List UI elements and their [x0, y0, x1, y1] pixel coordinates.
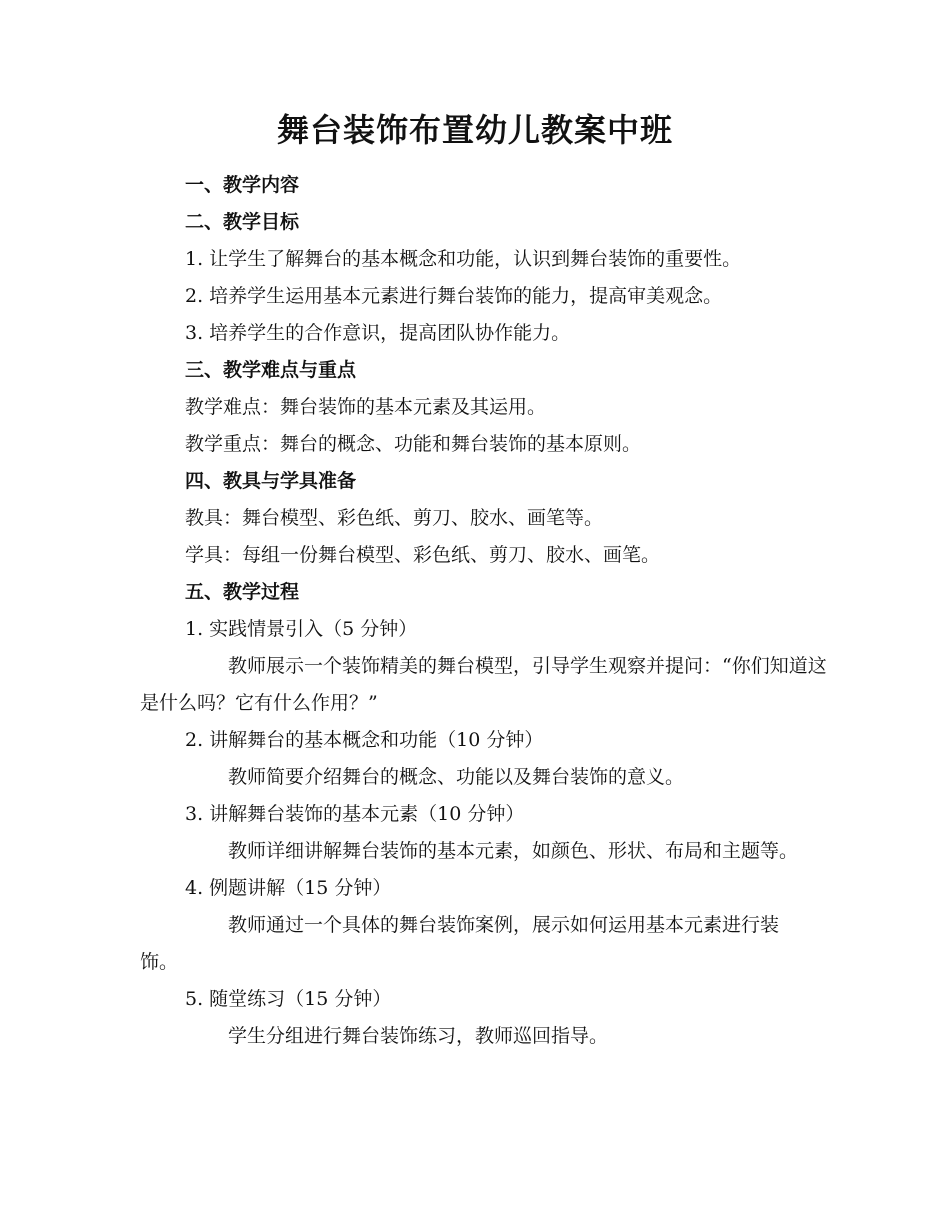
- list-item: 1. 实践情景引入（5 分钟）: [185, 618, 418, 640]
- paragraph: 教师简要介绍舞台的概念、功能以及舞台装饰的意义。: [228, 766, 685, 788]
- section-heading: 二、教学目标: [185, 211, 300, 233]
- list-item: 3. 培养学生的合作意识，提高团队协作能力。: [185, 322, 571, 344]
- paragraph: 教师展示一个装饰精美的舞台模型，引导学生观察并提问：“你们知道这是什么吗？它有什么作用？”: [140, 655, 827, 714]
- list-item: 5. 随堂练习（15 分钟）: [185, 988, 392, 1010]
- paragraph: 教师详细讲解舞台装饰的基本元素，如颜色、形状、布局和主题等。: [228, 840, 799, 862]
- section-heading: 四、教具与学具准备: [185, 470, 357, 492]
- list-item: 3. 讲解舞台装饰的基本元素（10 分钟）: [185, 803, 525, 825]
- section-heading: 五、教学过程: [185, 581, 300, 603]
- page-title: 舞台装饰布置幼儿教案中班: [276, 111, 673, 149]
- paragraph: 教具：舞台模型、彩色纸、剪刀、胶水、画笔等。: [185, 507, 604, 529]
- list-item: 2. 讲解舞台的基本概念和功能（10 分钟）: [185, 729, 544, 751]
- list-item: 2. 培养学生运用基本元素进行舞台装饰的能力，提高审美观念。: [185, 285, 723, 307]
- section-heading: 三、教学难点与重点: [185, 359, 357, 381]
- list-item: 4. 例题讲解（15 分钟）: [185, 877, 392, 899]
- paragraph: 教学重点：舞台的概念、功能和舞台装饰的基本原则。: [185, 433, 642, 455]
- paragraph: 学生分组进行舞台装饰练习，教师巡回指导。: [228, 1025, 609, 1047]
- paragraph: 教师通过一个具体的舞台装饰案例，展示如何运用基本元素进行装饰。: [140, 914, 780, 973]
- list-item: 1. 让学生了解舞台的基本概念和功能，认识到舞台装饰的重要性。: [185, 248, 742, 270]
- section-heading: 一、教学内容: [185, 174, 300, 196]
- paragraph: 教学难点：舞台装饰的基本元素及其运用。: [185, 396, 547, 418]
- paragraph: 学具：每组一份舞台模型、彩色纸、剪刀、胶水、画笔。: [185, 544, 661, 566]
- document-body: [140, 167, 830, 1055]
